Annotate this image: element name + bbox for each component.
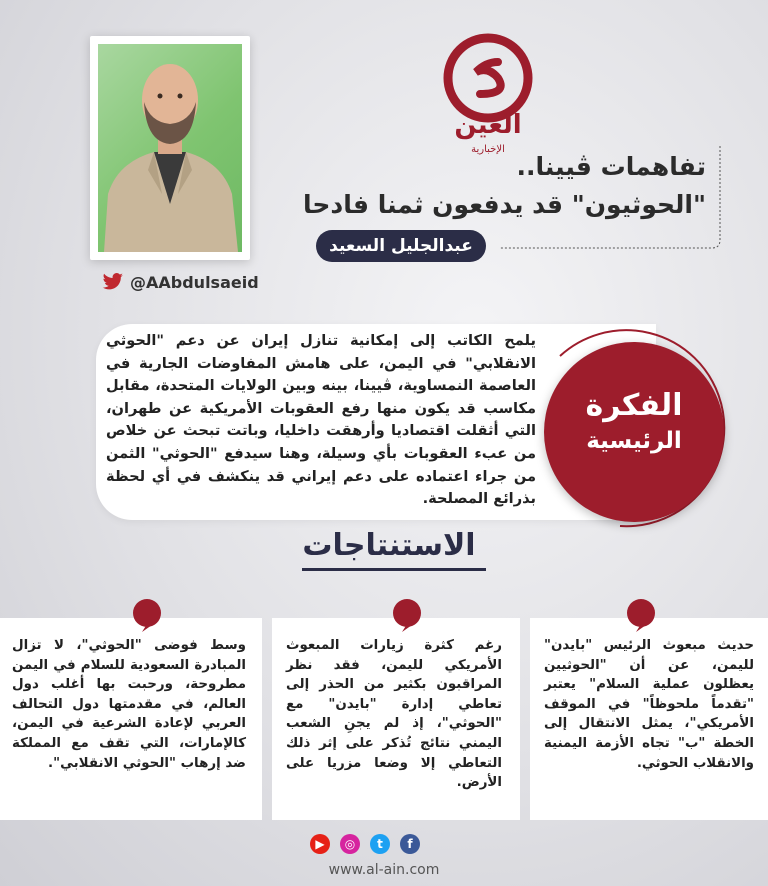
conclusion-text-1: حديث مبعوث الرئيس "بايدن" لليمن، عن أن "الحوثيين يعظلون عملية السلام" يعتبر "تقدماً ملحوظاً" في الموقف الأمريكي"، يمثل الانتقال إلى الخطة "ب" تجاه الأزمة اليمنية والانقلاب الحوثي. [544,638,754,771]
twitter-icon[interactable]: t [370,834,390,854]
headline-line1: تفاهمات ڤيينا.. [516,152,706,181]
author-photo-frame [90,36,250,260]
conclusion-text-2: رغم كثرة زيارات المبعوث الأمريكي لليمن، فقد نظر المراقبون بكثير من الحذر إلى تعاطي إدارة "بايدن" مع "الحوثي"، إذ لم يجنِ الشعب اليمني نتائج تُذكر على إثر ذلك التعاطي إلا وضعا مزريا على الأرض. [286,638,502,791]
instagram-icon[interactable]: ◎ [340,834,360,854]
website-link[interactable]: www.al-ain.com [328,862,440,878]
author-portrait [98,44,242,252]
main-idea-text: يلمح الكاتب إلى إمكانية تنازل إيران عن دعم "الحوثي الانقلابي" في اليمن، على هامش المفاوضات الجارية في العاصمة النمساوية، ڤيينا، بينه وبين الولايات المتحدة، مقابل مكاسب قد يكون منها رفع العقوبات الأمريكية عن طهران، التي أثقلت اقتصاديا وأرهقت داخليا، وباتت تبحث عن خلاص من عبء العقوبات بأي وسيلة، وهنا سيدفع "الحوثي" الثمن من جراء اعتماده على دعم إيراني قد ينكشف في أي لحظة بذرائع المصلحة. [106,332,536,508]
speech-bubble-icon [624,598,658,632]
twitter-icon [102,273,124,291]
speech-bubble-icon [130,598,164,632]
conclusion-text-3: وسط فوضى "الحوثي"، لا تزال المبادرة السعودية للسلام في اليمن مطروحة، ورحبت بها أغلب دول العالم، في مقدمتها دول التحالف العربي لإعادة الشرعية في اليمن، كالإمارات، التي تقف مع المملكة ضد إرهاب "الحوثي الانقلابي". [12,638,246,771]
youtube-icon[interactable]: ▶ [310,834,330,854]
main-idea-label-line1: الفكرة [585,388,683,423]
main-idea-label-line2: الرئيسية [586,428,682,454]
logo-name: العين [454,110,522,140]
headline-frame-lines [480,140,740,270]
social-icons [310,834,420,854]
logo-subtitle: الإخبارية [471,144,505,155]
headline-line2: "الحوثيون" قد يدفعون ثمنا فادحا [303,190,706,219]
twitter-handle: @AAbdulsaeid [130,272,259,292]
author-twitter [102,270,259,294]
author-photo [98,44,242,252]
author-name-badge: عبدالجليل السعيد [316,230,486,262]
facebook-icon[interactable]: f [400,834,420,854]
speech-bubble-icon [390,598,424,632]
conclusions-underline [302,568,486,571]
conclusions-heading: الاستنتاجات [302,528,476,563]
